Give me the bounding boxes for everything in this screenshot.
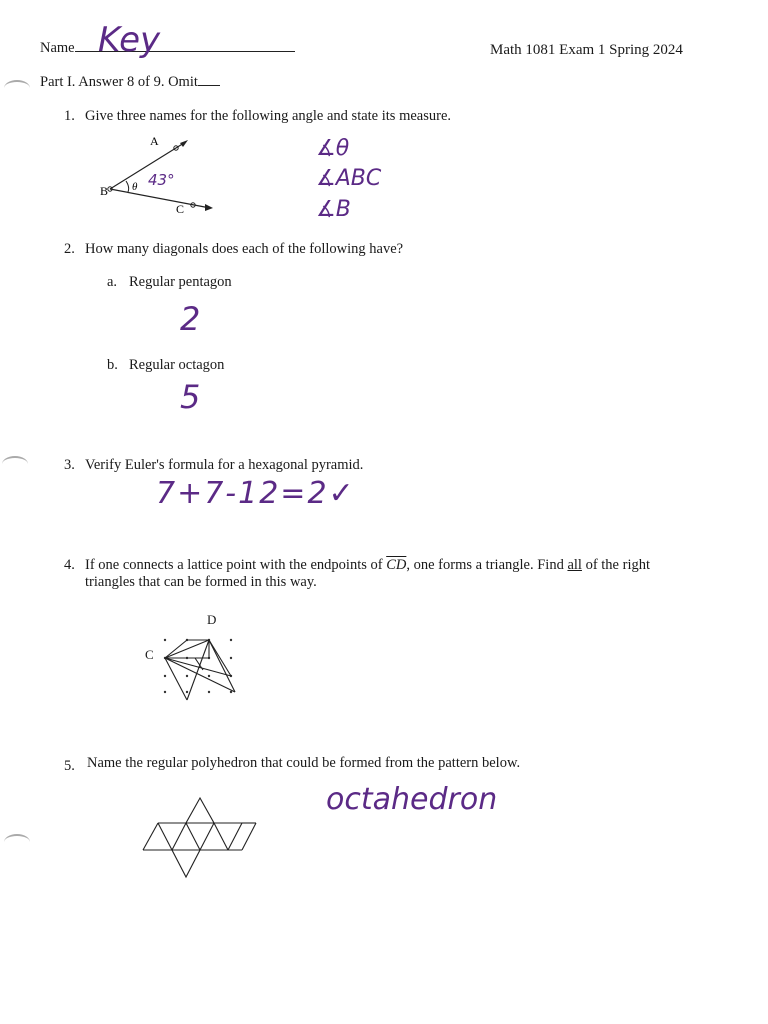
q5-answer: octahedron [326, 782, 498, 817]
arrowhead-c [205, 204, 213, 211]
q5-text: Name the regular polyhedron that could be formed from the pattern below. [87, 755, 521, 771]
label-d: D [207, 612, 217, 627]
q2a-answer: 2 [180, 300, 201, 338]
label-a: A [150, 134, 159, 148]
q1-answer-2: ∡ABC [316, 166, 382, 191]
q3-number: 3. [64, 457, 75, 473]
q3-text: Verify Euler's formula for a hexagonal pyramid. [85, 457, 364, 473]
q2a-text: Regular pentagon [129, 274, 232, 290]
punch-hole-middle [2, 456, 28, 472]
q4-text-line2: triangles that can be formed in this way. [85, 574, 317, 590]
q1-answer-3: ∡B [316, 197, 351, 222]
net-face-bottom [172, 850, 200, 877]
q2-text: How many diagonals does each of the following have? [85, 241, 404, 257]
q3-answer: 7+7-12=2✓ [156, 476, 356, 511]
label-c-lattice: C [145, 647, 154, 662]
angle-arc [126, 181, 129, 192]
label-theta: θ [132, 181, 138, 193]
angle-diagram [100, 135, 230, 225]
triangle-sketches [165, 640, 235, 700]
q2-number: 2. [64, 241, 75, 257]
part-instructions: Part I. Answer 8 of 9. Omit [40, 74, 220, 91]
label-c: C [176, 202, 185, 216]
angle-measure: 43° [148, 171, 175, 189]
q2a-label: a. [107, 274, 118, 290]
q4-number: 4. [64, 557, 75, 573]
course-title: Math 1081 Exam 1 Spring 2024 [490, 42, 683, 58]
q2b-label: b. [107, 357, 118, 373]
name-answer: Key [98, 20, 161, 60]
q1-text: Give three names for the following angle and state its measure. [85, 108, 452, 124]
punch-hole-top [4, 80, 30, 96]
q1-answer-1: ∡θ [316, 136, 350, 161]
q1-number: 1. [64, 108, 75, 124]
segment-cd: $\overline{CD}$ [386, 557, 407, 573]
q5-number: 5. [64, 758, 75, 774]
arrowhead-a [180, 140, 188, 147]
punch-hole-bottom [4, 834, 30, 850]
name-label: Name [40, 40, 295, 57]
octahedron-net [138, 795, 262, 885]
q2b-answer: 5 [180, 378, 201, 416]
label-b: B [100, 184, 109, 198]
lattice-diagram [155, 630, 245, 710]
q4-text-line1: If one connects a lattice point with the endpoints of $\overline{CD}$, one forms a triangle. Find all of the right [85, 557, 651, 573]
net-face-top [186, 798, 214, 823]
q2b-text: Regular octagon [129, 357, 225, 373]
